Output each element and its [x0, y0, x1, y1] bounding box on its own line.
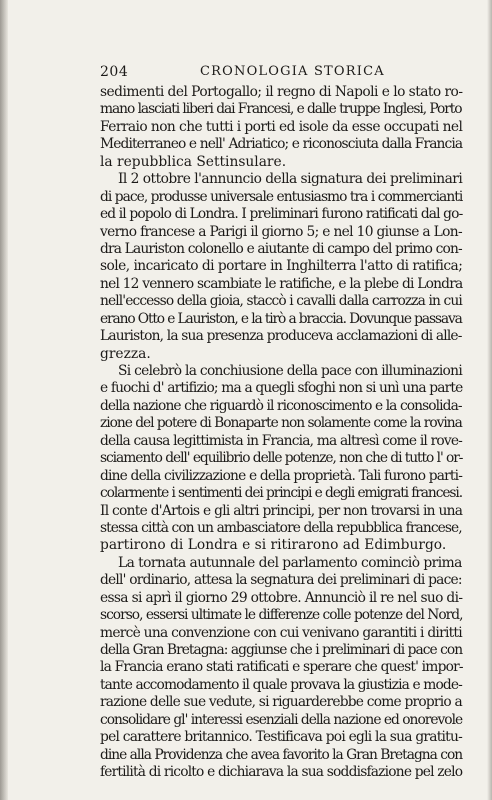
running-title: CRONOLOGIA STORICA — [200, 64, 385, 79]
text-line: partirono di Londra e si ritirarono ad Edimburgo. — [100, 537, 447, 554]
page-edge-shadow-right — [487, 0, 492, 800]
page-header — [100, 64, 462, 82]
text-line: la repubblica Settinsulare. — [100, 153, 287, 170]
text-line: nel 12 vennero scambiate le ratifiche, e la plebe di Londra — [100, 275, 463, 292]
text-line: scorso, essersi ultimate le differenze colle potenze del Nord, — [100, 607, 463, 624]
text-line: mercè una convenzione con cui venivano garantiti i diritti — [100, 624, 462, 641]
text-line: stessa città con un ambasciatore della repubblica francese, — [100, 519, 462, 536]
text-line: verno francese a Parigi il giorno 5; e nel 10 giunse a Lon- — [100, 223, 462, 240]
text-line: essa si aprì il giorno 29 ottobre. Annunciò il re nel suo di- — [100, 589, 463, 606]
text-line: Il conte d'Artois e gli altri principi, per non trovarsi in una — [100, 502, 463, 519]
text-line: Il 2 ottobre l'annuncio della signatura dei preliminari — [118, 171, 463, 188]
text-line: colarmente i sentimenti dei principi e degli emigrati francesi. — [100, 485, 462, 502]
page-number: 204 — [100, 64, 129, 80]
body-text — [100, 84, 462, 782]
text-line: dine della civilizzazione e della proprietà. Tali furono parti- — [100, 467, 463, 484]
text-line: Si celebrò la conchiusione della pace con illuminazioni — [118, 363, 463, 379]
text-line: di pace, produsse universale entusiasmo tra i commercianti — [100, 188, 463, 205]
text-line: dell' ordinario, attesa la segnatura dei preliminari di pace: — [100, 572, 462, 589]
text-line: la Francia erano stati ratificati e sperare che quest' impor- — [100, 659, 463, 676]
text-line: sole, incaricato di portare in Inghilterra l'atto di ratifica; — [100, 258, 463, 275]
text-line: Mediterraneo e nell' Adriatico; e riconosciuta dalla Francia — [100, 136, 463, 153]
text-line: fertilità di ricolto e dichiarava la sua soddisfazione pel zelo — [100, 764, 463, 781]
text-line: grezza. — [100, 345, 151, 362]
text-line: della causa legittimista in Francia, ma altresì come il rove- — [100, 432, 463, 449]
text-line: La tornata autunnale del parlamento cominciò prima — [118, 554, 462, 571]
text-line: tante accomodamento il quale provava la giustizia e mode- — [100, 676, 462, 693]
text-line: della nazione che riguardò il riconoscimento e la consolida- — [100, 397, 462, 414]
text-line: erano Otto e Lauriston, e la tirò a braccia. Dovunque passava — [100, 310, 462, 327]
text-line: consolidare gl' interessi esenziali della nazione ed onorevole — [100, 711, 463, 728]
text-line: razione delle sue vedute, si riguarderebbe come proprio a — [100, 694, 462, 711]
text-line: zione del potere di Bonaparte non solamente come la rovina — [100, 415, 462, 432]
text-line: mano lasciati liberi dai Francesi, e dalle truppe Inglesi, Porto — [100, 101, 462, 118]
text-line: nell'eccesso della gioia, staccò i cavalli dalla carrozza in cui — [100, 293, 462, 310]
text-line: sciamento dell' equilibrio delle potenze, non che di tutto l' or- — [100, 450, 463, 467]
text-line: Ferraio non che tutti i porti ed isole da esse occupati nel — [100, 118, 463, 135]
text-line: dra Lauriston colonello e aiutante di campo del primo con- — [100, 240, 462, 257]
text-line: ed il popolo di Londra. I preliminari furono ratificati dal go- — [100, 206, 463, 223]
text-line: sedimenti del Portogallo; il regno di Napoli e lo stato ro- — [100, 84, 463, 100]
page-edge-shadow — [0, 0, 8, 800]
text-line: pel carattere britannico. Testificava poi egli la sua gratitu- — [100, 729, 462, 746]
text-line: e fuochi d' artifizio; ma a quegli sfoghi non si unì una parte — [100, 380, 463, 397]
text-line: Lauriston, la sua presenza produceva acclamazioni di alle- — [100, 328, 462, 345]
text-line: della Gran Bretagna: aggiunse che i preliminari di pace con — [100, 642, 463, 658]
text-line: dine alla Providenza che avea favorito la Gran Bretagna con — [100, 746, 463, 763]
